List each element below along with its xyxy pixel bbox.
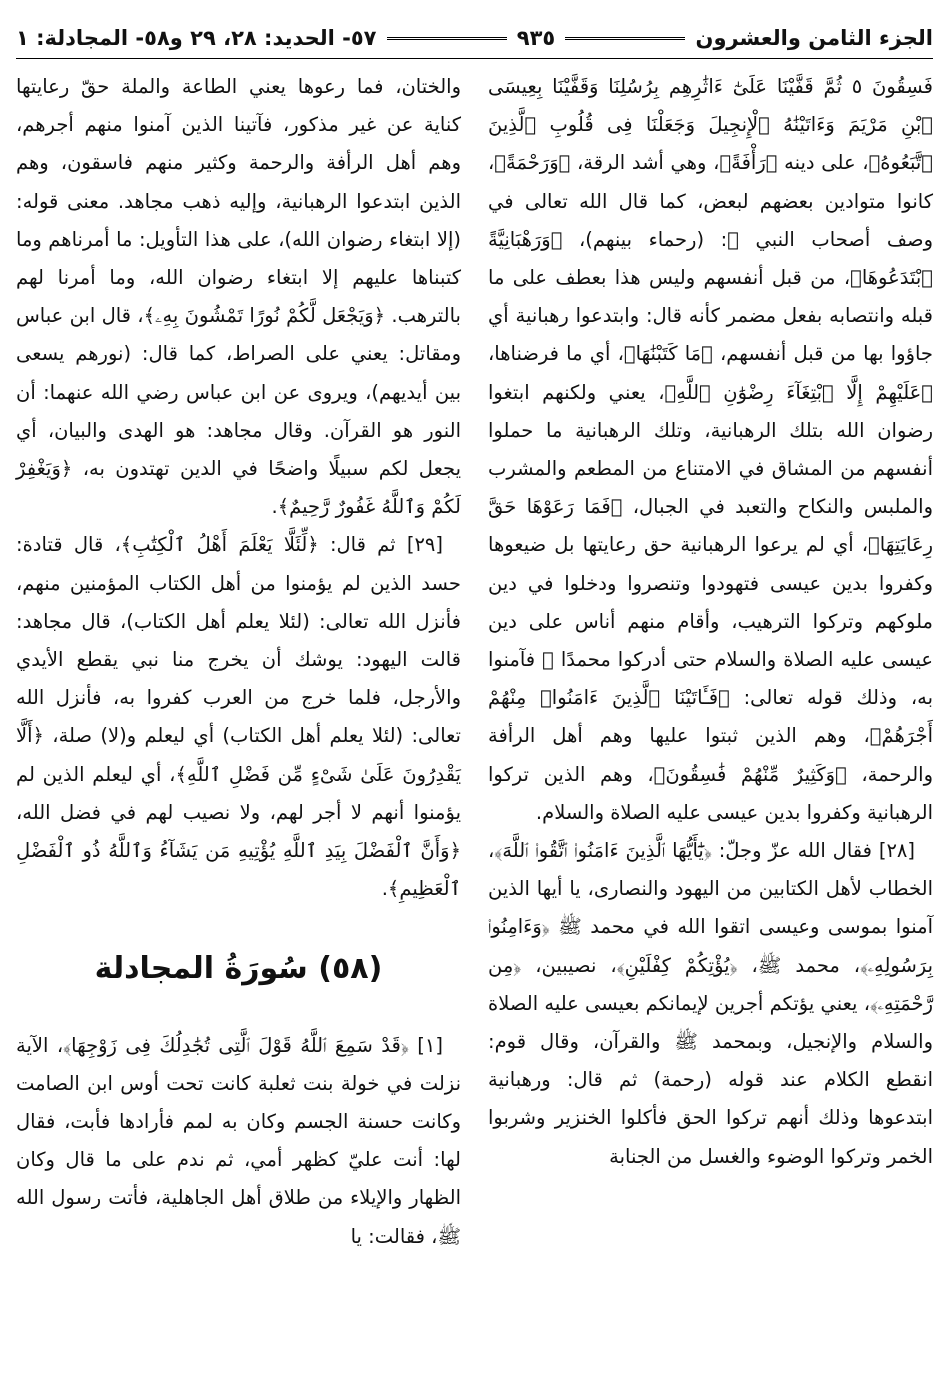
left-paragraph-1: والختان، فما رعوها يعني الطاعة والملة حقّ رعايتها كناية عن غير مذكور، فآتينا الذين آمنوا منهم أجرهم، وهم أهل الرأفة والرحمة وكثير منهم فاسقون، وهم الذين ابتدعوا الرهبانية، وإليه ذهب مجاهد. معنى قوله: (إلا ابتغاء رضوان الله)، على هذا التأويل: ما أمرناهم وما كتبناها عليهم إلا ابتغاء رضوان الله، وما أمرنا لهم بالترهب. ﴿وَيَجْعَل لَّكُمْ نُورًا تَمْشُونَ بِهِۦ﴾، قال ابن عباس ومقاتل: يعني على الصراط، كما قال: (نورهم يسعى بين أيديهم)، ويروى عن ابن عباس رضي الله عنهما: أن النور هو القرآن. وقال مجاهد: هو الهدى والبيان، أي يجعل لكم سبيلًا واضحًا في الدين تهتدون به، ﴿وَيَغْفِرْ لَكُمْ وَٱللَّهُ غَفُورٌ رَّحِيمٌ﴾.: [16, 75, 461, 519]
left-paragraph-2: [٢٩] ثم قال: ﴿لِّئَلَّا يَعْلَمَ أَهْلُ ٱلْكِتَٰبِ﴾، قال قتادة: حسد الذين لم يؤمنوا من أهل الكتاب المؤمنين منهم، فأنزل الله تعالى: (لئلا يعلم أهل الكتاب)، قال مجاهد: قالت اليهود: يوشك أن يخرج منا نبي يقطع الأيدي والأرجل، فلما خرج من العرب كفروا به، فأنزل الله تعالى: (لئلا يعلم أهل الكتاب) أي ليعلم و(لا) صلة، ﴿أَلَّا يَقْدِرُونَ عَلَىٰ شَىْءٍ مِّن فَضْلِ ٱللَّهِ﴾، أي ليعلم الذين لم يؤمنوا أنهم لا أجر لهم، ولا نصيب لهم في فضل الله، ﴿وَأَنَّ ٱلْفَضْلَ بِيَدِ ٱللَّهِ يُؤْتِيهِ مَن يَشَآءُ وَٱللَّهُ ذُو ٱلْفَضْلِ ٱلْعَظِيمِ﴾.: [16, 533, 461, 901]
right-paragraph-1: فَسِقُونَ ٥ ثُمَّ قَفَّيْنَا عَلَىٰٓ ءَاثَٰرِهِم بِرُسُلِنَا وَقَفَّيْنَا بِعِيسَى ٱبْنِ مَرْيَمَ وَءَاتَيْنَٰهُ ٱلْإِنجِيلَ وَجَعَلْنَا فِى قُلُوبِ ٱلَّذِينَ ٱتَّبَعُوهُ﴾، على دينه ﴿رَأْفَةً﴾، وهي أشد الرقة، ﴿وَرَحْمَةً﴾، كانوا متوادين بعضهم لبعض، كما قال الله تعالى في وصف أصحاب النبي ﷺ: (رحماء بينهم)، ﴿وَرَهْبَانِيَّةً ٱبْتَدَعُوهَا﴾، من قبل أنفسهم وليس هذا بعطف على ما قبله وانتصابه بفعل مضمر كأنه قال: وابتدعوا رهبانية أي جاؤوا بها من قبل أنفسهم، ﴿مَا كَتَبْنَٰهَا﴾، أي ما فرضناها، ﴿عَلَيْهِمْ إِلَّا ٱبْتِغَآءَ رِضْوَٰنِ ٱللَّهِ﴾، يعني ولكنهم ابتغوا رضوان الله بتلك الرهبانية، وتلك الرهبانية ما حملوا أنفسهم من المشاق في الامتناع من المطعم والمشرب والملبس والنكاح والتعبد في الجبال، ﴿فَمَا رَعَوْهَا حَقَّ رِعَايَتِهَا﴾، أي لم يرعوا الرهبانية حق رعايتها بل ضيعوها وكفروا بدين عيسى فتهودوا وتنصروا ودخلوا في دين ملوكهم وتركوا الترهيب، وأقام منهم أناس على دين عيسى عليه الصلاة والسلام حتى أدركوا محمدًا ﷺ فآمنوا به، وذلك قوله تعالى: ﴿فَـَٔاتَيْنَا ٱلَّذِينَ ءَامَنُوا۟ مِنْهُمْ أَجْرَهُمْ﴾، وهم الذين ثبتوا عليها وهم أهل الرأفة والرحمة، ﴿وَكَثِيرٌ مِّنْهُمْ فَٰسِقُونَ﴾، وهم الذين تركوا الرهبانية وكفروا بدين عيسى عليه الصلاة والسلام.: [488, 75, 933, 824]
surah-title: (٥٨) سُورَةُ المجادلة: [94, 951, 383, 987]
right-paragraph-2: [٢٨] فقال الله عزّ وجلّ: ﴿يَٰٓأَيُّهَا ٱلَّذِينَ ءَامَنُوا۟ ٱتَّقُوا۟ ٱللَّهَ﴾، الخطاب لأهل الكتابين من اليهود والنصارى، يا أيها الذين آمنوا بموسى وعيسى اتقوا الله في محمد ﷺ ﴿وَءَامِنُوا۟ بِرَسُولِهِۦ﴾، محمد ﷺ، ﴿يُؤْتِكُمْ كِفْلَيْنِ﴾، نصيبين، ﴿مِن رَّحْمَتِهِۦ﴾، يعني يؤتكم أجرين لإيمانكم بعيسى عليه الصلاة والسلام والإنجيل، وبمحمد ﷺ والقرآن، وقال قوم: انقطع الكلام عند قوله (رحمة) ثم قال: ورهبانية ابتدعوها وذلك أنهم تركوا الحق فأكلوا الخنزير وشربوا الخمر وتركوا الوضوء والغسل من الجنابة: [488, 839, 933, 1168]
page-header: [16, 18, 933, 59]
part-title: الجزء الثامن والعشرون: [695, 26, 933, 50]
left-paragraph-3: [١] ﴿قَدْ سَمِعَ ٱللَّهُ قَوْلَ ٱلَّتِى تُجَٰدِلُكَ فِى زَوْجِهَا﴾، الآية نزلت في خولة بنت ثعلبة كانت تحت أوس ابن الصامت وكانت حسنة الجسم وكان به لمم فأرادها فأبت، فقال لها: أنت عليّ كظهر أمي، ثم ندم على ما قال وكان الظهار والإيلاء من طلاق أهل الجاهلية، فأتت رسول الله ﷺ، فقالت: يا: [16, 1033, 461, 1248]
left-column: [16, 68, 461, 1256]
page-number-group: [387, 26, 685, 50]
surah-reference: ٥٧- الحديد: ٢٨، ٢٩ و٥٨- المجادلة: ١: [16, 26, 377, 50]
header-rule-left: [387, 37, 507, 40]
page-number: ٩٣٥: [516, 26, 556, 50]
right-column: [488, 68, 933, 1176]
header-rule-right: [565, 37, 685, 40]
